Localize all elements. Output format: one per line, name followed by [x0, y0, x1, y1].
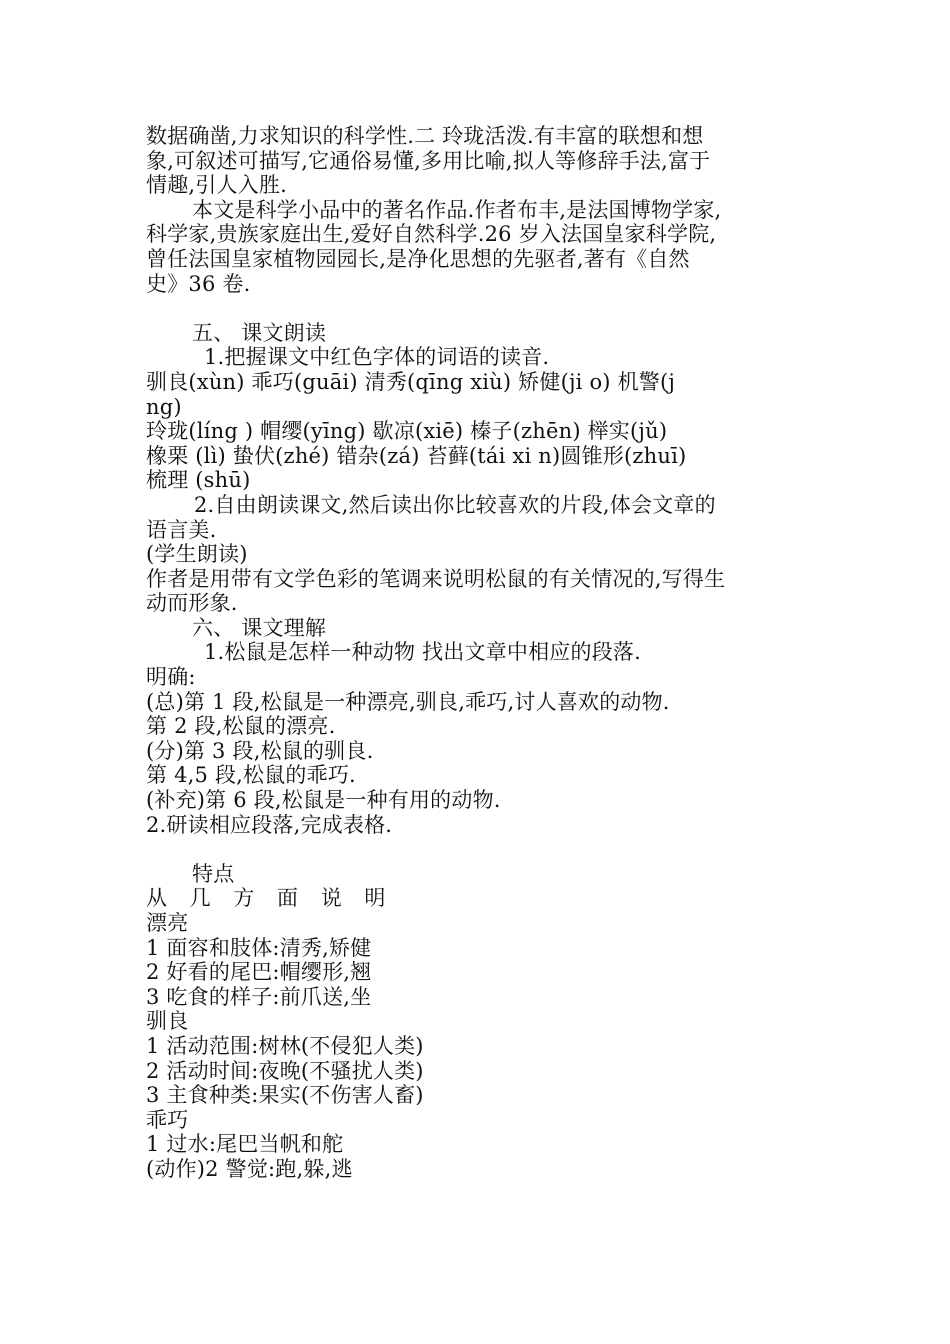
- clarify-line-2: 第 2 段,松鼠的漂亮.: [146, 714, 336, 739]
- section-5-item-1: 1.把握课文中红色字体的词语的读音.: [204, 345, 550, 370]
- pinyin-line-3: 玲珑(líng ) 帽缨(yīng) 歇凉(xiē) 榛子(zhēn) 榉实(jǔ): [146, 419, 668, 444]
- table-header-feature: 特点: [192, 861, 235, 886]
- intro-line-3: 情趣,引人入胜.: [146, 173, 287, 198]
- spacer: [146, 296, 826, 321]
- section-5-item-2a: 2.自由朗读课文,然后读出你比较喜欢的片段,体会文章的: [194, 492, 716, 517]
- table-group-title: 漂亮: [146, 911, 189, 935]
- pinyin-line-4: 橡栗 (lì) 蛰伏(zhé) 错杂(zá) 苔藓(tái xi n)圆锥形(zhuī): [146, 443, 687, 468]
- clarify-line-1: (总)第 1 段,松鼠是一种漂亮,驯良,乖巧,讨人喜欢的动物.: [146, 689, 670, 714]
- table-row: 3 主食种类:果实(不伤害人畜): [146, 1083, 424, 1108]
- section-5-heading: 五、 课文朗读: [192, 320, 327, 345]
- document-page: [146, 124, 826, 1182]
- intro-line-2: 象,可叙述可描写,它通俗易懂,多用比喻,拟人等修辞手法,富于: [146, 148, 711, 173]
- pinyin-line-2: ng): [146, 394, 182, 419]
- table-row: 3 吃食的样子:前爪送,坐: [146, 984, 372, 1009]
- intro-line-6: 曾任法国皇家植物园园长,是净化思想的先驱者,著有《自然: [146, 246, 690, 271]
- clarify-label: 明确:: [146, 665, 196, 690]
- table-header-aspects: 从 几 方 面 说 明: [146, 886, 394, 911]
- table-group-title: 乖巧: [146, 1107, 189, 1132]
- section-5-item-2b: 语言美.: [146, 517, 217, 542]
- section-6-item-1: 1.松鼠是怎样一种动物 找出文章中相应的段落.: [204, 640, 641, 665]
- section-6-item-2: 2.研读相应段落,完成表格.: [146, 812, 393, 837]
- table-row: 1 活动范围:树林(不侵犯人类): [146, 1033, 424, 1058]
- clarify-line-5: (补充)第 6 段,松鼠是一种有用的动物.: [146, 788, 501, 813]
- student-reading-note: (学生朗读): [146, 542, 248, 567]
- table-row: (动作)2 警觉:跑,躲,逃: [146, 1156, 353, 1181]
- pinyin-line-1: 驯良(xùn) 乖巧(guāi) 清秀(qīng xiù) 矫健(ji o) 机警(j: [146, 369, 676, 394]
- table-group-title: 驯良: [146, 1009, 189, 1034]
- clarify-line-4: 第 4,5 段,松鼠的乖巧.: [146, 763, 356, 788]
- section-6-heading: 六、 课文理解: [192, 615, 327, 640]
- table-row: 2 好看的尾巴:帽缨形,翘: [146, 960, 372, 985]
- pinyin-line-5: 梳理 (shū): [146, 468, 251, 493]
- table-row: 1 面容和肢体:清秀,矫健: [146, 935, 372, 960]
- table-row: 2 活动时间:夜晚(不骚扰人类): [146, 1058, 424, 1083]
- spacer: [146, 837, 826, 862]
- intro-line-1: 数据确凿,力求知识的科学性.二 玲珑活泼.有丰富的联想和想: [146, 124, 704, 148]
- intro-line-4: 本文是科学小品中的著名作品.作者布丰,是法国博物学家,: [192, 197, 722, 222]
- clarify-line-3: (分)第 3 段,松鼠的驯良.: [146, 738, 374, 763]
- intro-line-5: 科学家,贵族家庭出生,爱好自然科学.26 岁入法国皇家科学院,: [146, 222, 717, 247]
- table-row: 1 过水:尾巴当帆和舵: [146, 1132, 344, 1157]
- section-5-body-2: 动而形象.: [146, 591, 238, 616]
- section-5-body-1: 作者是用带有文学色彩的笔调来说明松鼠的有关情况的,写得生: [146, 566, 726, 591]
- intro-line-7: 史》36 卷.: [146, 271, 251, 296]
